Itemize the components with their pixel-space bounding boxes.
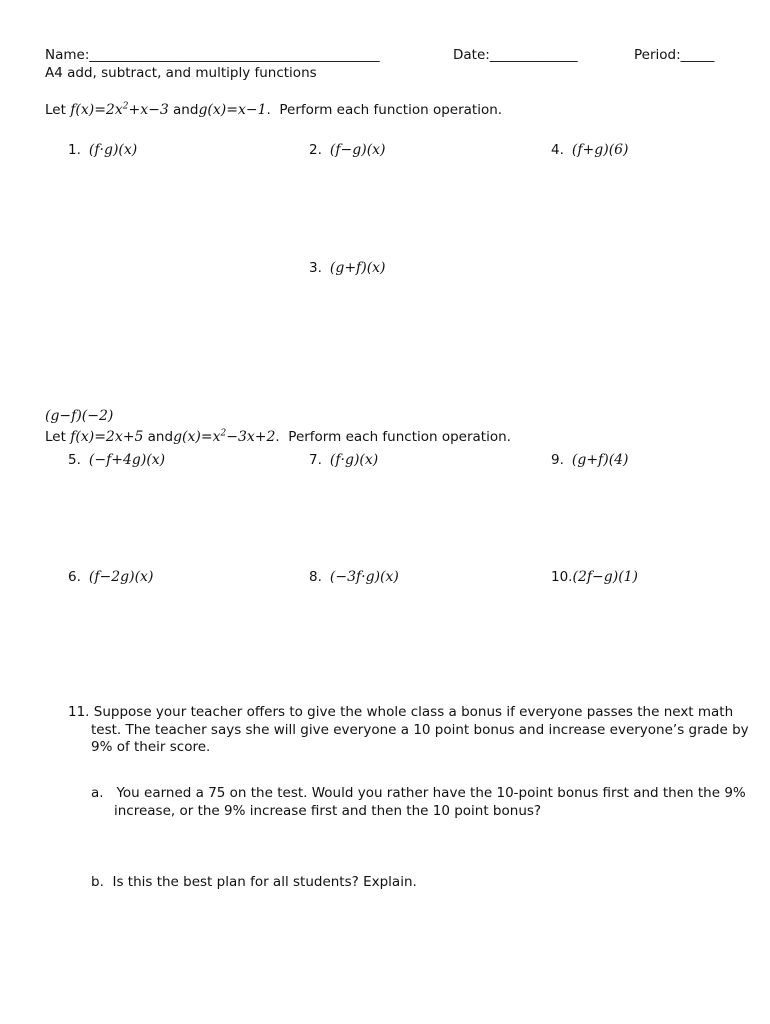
question-11-number: 11.	[68, 704, 90, 720]
section2-definition: Let f(x)=2x+5 $andg(x)=x^2-3x+2$. Perform each function operation.	[45, 428, 511, 445]
worksheet-subtitle: A4 add, subtract, and multiply functions	[45, 65, 317, 81]
problem-3: 3. (g+f)(x)	[309, 260, 386, 276]
section2-g-definition: $g(x)=x^2-3x+2$	[173, 428, 276, 445]
question-11a-label: a.	[91, 785, 104, 801]
problem-10: 10.(2f−g)(1)	[551, 569, 639, 585]
problem-2: 2. (f−g)(x)	[309, 142, 386, 158]
problem-9: 9. (g+f)(4)	[551, 452, 629, 468]
section1-f-definition: $f(x)=2x^2+x-3$	[70, 101, 169, 118]
question-11a-text: You earned a 75 on the test. Would you rather have the 10-point bonus first and then the 9% increase, or the 9% increase first and then the 10 point bonus?	[114, 785, 746, 819]
section2-instruction: Perform each function operation.	[288, 429, 511, 445]
problem-5: 5. (−f+4g)(x)	[68, 452, 166, 468]
section1-instruction: Perform each function operation.	[279, 102, 503, 118]
section1-g-definition: g(x)=x−1	[198, 102, 267, 118]
problem-7: 7. (f·g)(x)	[309, 452, 379, 468]
date-field-label: Date:_____________	[453, 47, 578, 63]
question-11b-label: b.	[91, 874, 104, 890]
section1-and: and	[173, 102, 199, 118]
stray-expression: (g−f)(−2)	[45, 408, 114, 424]
name-field-label: Name:___________________________________________	[45, 47, 380, 63]
section1-definition: Let $f(x)=2x^2+x-3$ andg(x)=x−1. Perform each function operation.	[45, 101, 503, 118]
question-11b	[91, 874, 731, 892]
question-11-text: Suppose your teacher offers to give the whole class a bonus if everyone passes the next math test. The teacher says she will give everyone a 10 point bonus and increase everyone’s grade by 9% of their score.	[91, 704, 749, 755]
problem-6: 6. (f−2g)(x)	[68, 569, 154, 585]
problem-1: 1. (f·g)(x)	[68, 142, 138, 158]
question-11b-text: Is this the best plan for all students? Explain.	[112, 874, 417, 890]
question-11	[68, 704, 751, 757]
problem-8: 8. (−3f·g)(x)	[309, 569, 399, 585]
section2-let: Let	[45, 429, 66, 445]
section1-let: Let	[45, 102, 66, 118]
period-field-label: Period:_____	[634, 47, 715, 63]
question-11a	[91, 785, 754, 820]
section2-and: and	[147, 429, 174, 445]
section2-f-definition: f(x)=2x+5	[70, 429, 144, 445]
problem-4: 4. (f+g)(6)	[551, 142, 629, 158]
